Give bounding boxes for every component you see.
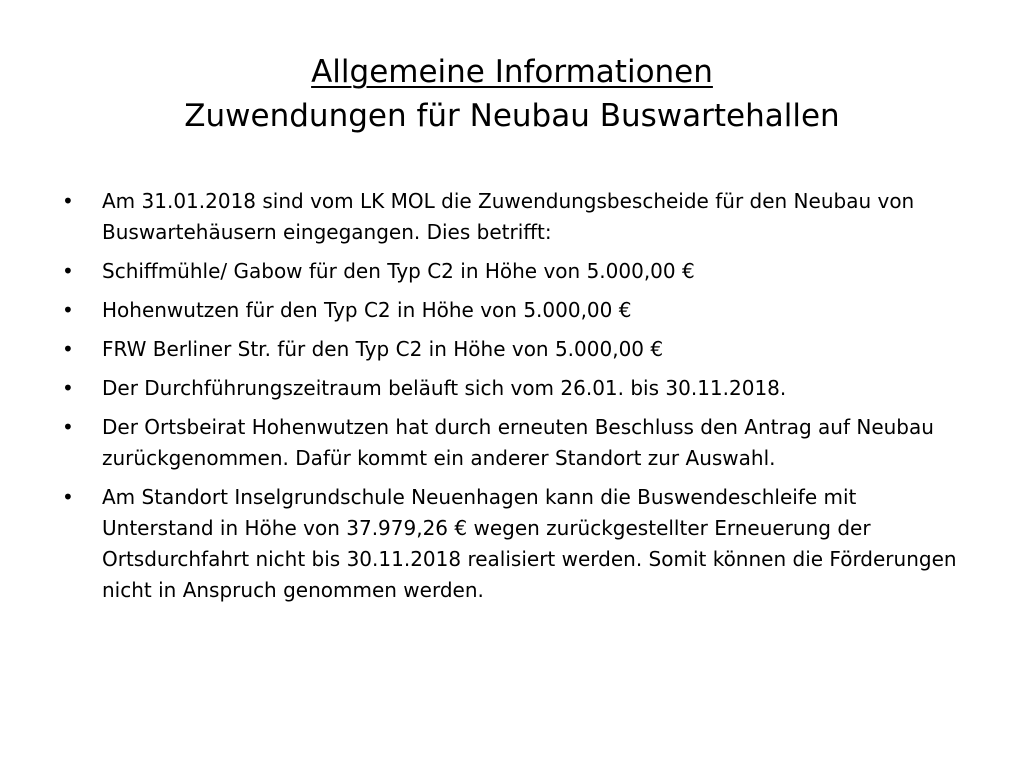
bullet-marker: • <box>62 415 74 439</box>
bullet-text: Hohenwutzen für den Typ C2 in Höhe von 5.000,00 € <box>102 298 632 322</box>
bullet-item <box>62 373 967 404</box>
bullet-item <box>62 186 967 248</box>
bullet-item <box>62 256 967 287</box>
bullet-item <box>62 412 967 474</box>
bullet-marker: • <box>62 298 74 322</box>
bullet-text: Der Ortsbeirat Hohenwutzen hat durch erneuten Beschluss den Antrag auf Neubau zurückgenommen. Dafür kommt ein anderer Standort zur Auswahl. <box>102 415 934 470</box>
slide-title <box>60 50 964 138</box>
title-line-1: Allgemeine Informationen <box>311 54 713 90</box>
bullet-text: Am 31.01.2018 sind vom LK MOL die Zuwendungsbescheide für den Neubau von Buswartehäusern eingegangen. Dies betrifft: <box>102 189 915 244</box>
bullet-item <box>62 334 967 365</box>
bullet-text: FRW Berliner Str. für den Typ C2 in Höhe von 5.000,00 € <box>102 337 664 361</box>
bullet-marker: • <box>62 189 74 213</box>
bullet-marker: • <box>62 376 74 400</box>
bullet-marker: • <box>62 485 74 509</box>
bullet-text: Schiffmühle/ Gabow für den Typ C2 in Höhe von 5.000,00 € <box>102 259 695 283</box>
bullet-text: Am Standort Inselgrundschule Neuenhagen kann die Buswendeschleife mit Unterstand in Höhe von 37.979,26 € wegen zurückgestellter Erneuerung der Ortsdurchfahrt nicht bis 30.11.2018 realisiert werden. Somit können die Förderungen nicht in Anspruch genommen werden. <box>102 485 957 602</box>
bullet-item <box>62 482 967 606</box>
bullet-marker: • <box>62 337 74 361</box>
bullet-marker: • <box>62 259 74 283</box>
bullet-item <box>62 295 967 326</box>
bullet-text: Der Durchführungszeitraum beläuft sich vom 26.01. bis 30.11.2018. <box>102 376 787 400</box>
title-line-2: Zuwendungen für Neubau Buswartehallen <box>184 98 840 134</box>
bullet-list <box>62 186 967 614</box>
